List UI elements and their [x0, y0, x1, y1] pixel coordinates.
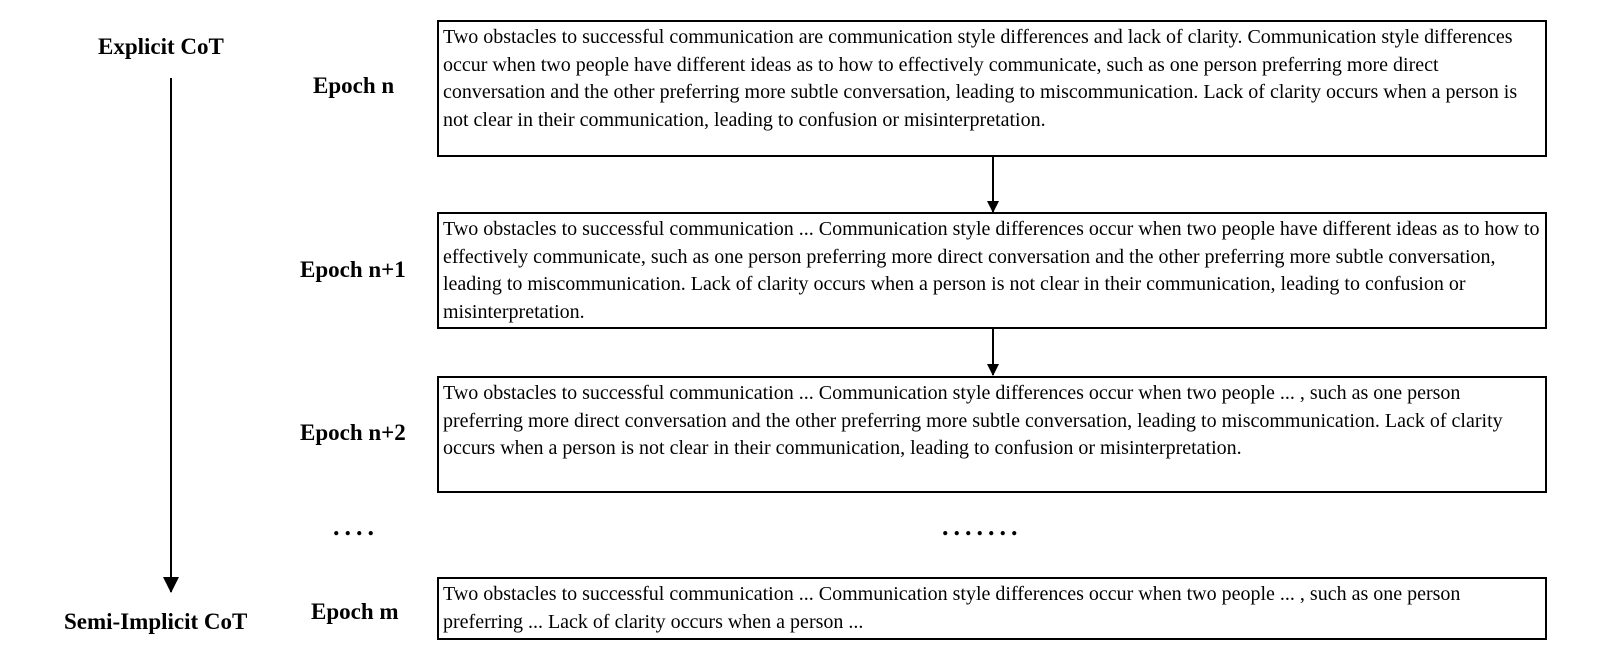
epoch-label-n2: Epoch n+2 — [300, 420, 406, 445]
epoch-label-n1: Epoch n+1 — [300, 257, 406, 282]
ellipsis-label-dots: .... — [333, 512, 379, 541]
epoch-label-n: Epoch n — [313, 73, 395, 98]
epoch-box-n1: Two obstacles to successful communication ... Communication style differences occur when two people have different ideas as to how to effectively communicate, such as one person preferring more direct conversation and the other preferring more subtle conversation, leading to miscommunication. Lack of clarity occurs when a person is not clear in their communication, leading to confusion or misinterpretation. — [437, 212, 1547, 329]
explicit-cot-label: Explicit CoT — [98, 34, 224, 59]
epoch-box-m: Two obstacles to successful communication ... Communication style differences occur when two people ... , such as one person preferring ... Lack of clarity occurs when a person ... — [437, 577, 1547, 640]
ellipsis-box-dots: ....... — [942, 512, 1023, 541]
epoch-label-m: Epoch m — [311, 599, 399, 624]
epoch-box-n: Two obstacles to successful communication are communication style differences and lack of clarity. Communication style differences occur when two people have different ideas as to how to effectively communicate, such as one person preferring more direct conversation and the other preferring more subtle conversation, leading to miscommunication. Lack of clarity occurs when a person is not clear in their communication, leading to confusion or misinterpretation. — [437, 20, 1547, 157]
epoch-box-n2: Two obstacles to successful communication ... Communication style differences occur when two people ... , such as one person preferring more direct conversation and the other preferring more subtle conversation, leading to miscommunication. Lack of clarity occurs when a person is not clear in their communication, leading to confusion or misinterpretation. — [437, 376, 1547, 493]
semi-implicit-cot-label: Semi-Implicit CoT — [64, 609, 248, 634]
